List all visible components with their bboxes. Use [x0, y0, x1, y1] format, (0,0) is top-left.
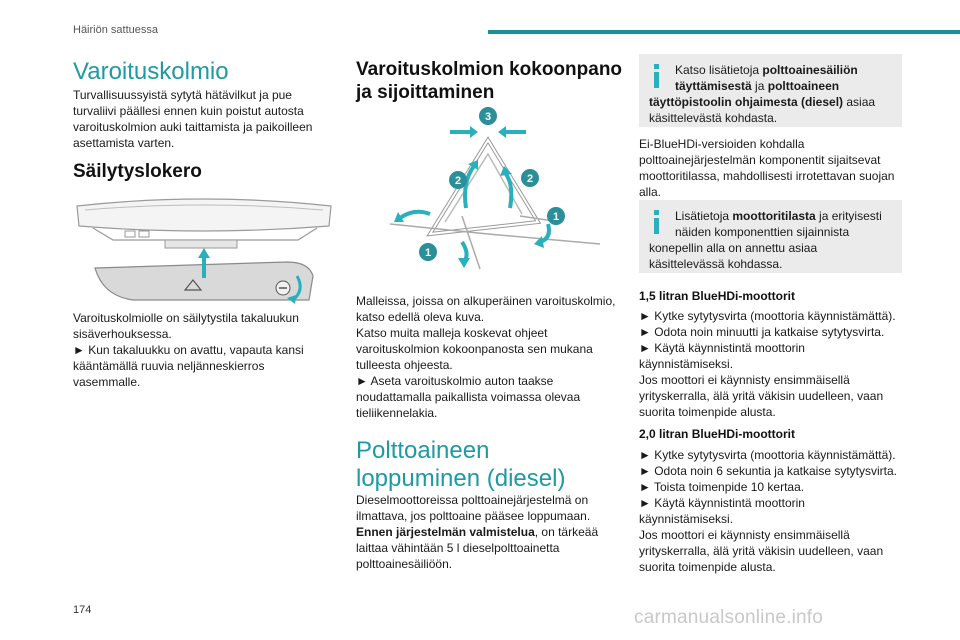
assembly-paragraph-1: Malleissa, joissa on alkuperäinen varoituskolmio, katso edellä oleva kuva. — [356, 294, 616, 324]
storage-title: Säilytyslokero — [73, 161, 202, 182]
assembly-paragraph-2: Katso muita malleja koskevat ohjeet varoituskolmion kokoonpanosta sen mukana tulleesta ohjeesta. — [356, 326, 593, 372]
diagram-badge-2-left — [449, 171, 467, 189]
diagram-badge-1-right — [547, 207, 565, 225]
fuel-paragraph-2-rest: , on tärkeää laittaa vähintään 5 l dieselpolttoainetta polttoainesäiliöön. — [356, 525, 599, 571]
diagram-badge-3 — [479, 107, 497, 125]
storage-illustration — [73, 196, 335, 304]
svg-text:1: 1 — [552, 211, 560, 223]
intro-paragraph: Turvallisuussyistä sytytä hätävilkut ja pue turvaliivi päällesi ennen kuin poistut autosta varoituskolmion auki taittamista ja paikoilleen asettamista varten. — [73, 88, 313, 150]
info-icon — [649, 208, 667, 234]
svg-text:2: 2 — [454, 175, 462, 187]
fuel-out-title: Polttoaineen loppuminen (diesel) — [356, 437, 566, 492]
assembly-title: Varoituskolmion kokoonpano ja sijoittaminen — [356, 59, 623, 103]
info-icon — [649, 62, 667, 88]
info1-text-a: Katso lisätietoja — [675, 63, 763, 77]
info2-text-a: Lisätietoja — [675, 209, 733, 223]
diagram-badge-2-right — [521, 169, 539, 187]
info2-text-c: ja erityisesti näiden komponenttien sijainnista konepellin alla on annettu asiaa käsittelevässä kohdassa. — [649, 209, 882, 271]
diagram-badge-1-left — [419, 243, 437, 261]
fuel-paragraph-1: Dieselmoottoreissa polttoainejärjestelmä on ilmattava, jos polttoaine pääsee loppumaan. — [356, 493, 591, 523]
fuel-paragraph-2 — [356, 524, 618, 572]
header-rule — [488, 30, 960, 34]
watermark: carmanualsonline.info — [634, 607, 824, 628]
assembly-paragraph-3: ► Aseta varoituskolmio auton taakse noudattamalla paikallista voimassa olevaa tieliikennelakia. — [356, 374, 581, 420]
engine-20-step-2: ► Odota noin 6 sekuntia ja katkaise sytytysvirta. — [639, 464, 897, 478]
fuel-emphasis: Ennen järjestelmän valmistelua — [356, 525, 535, 539]
storage-paragraph-1: Varoituskolmiolle on säilytystila takaluukun sisäverhouksessa. — [73, 311, 299, 341]
engine-20-step-3: ► Toista toimenpide 10 kertaa. — [639, 480, 805, 494]
non-bluehdi-paragraph: Ei-BlueHDi-versioiden kohdalla polttoainejärjestelmän komponentit sijaitsevat moottoritilassa, mahdollisesti irrotettavan suojan alla. — [639, 137, 895, 199]
engine-20-step-4: ► Käytä käynnistintä moottorin käynnistämiseksi. — [639, 496, 805, 526]
info1-text-c: ja — [751, 79, 768, 93]
info1-link-fuel-nozzle: polttoaineen täyttöpistoolin ohjaimesta (diesel) — [649, 79, 844, 109]
engine-20-title: 2,0 litran BlueHDi-moottorit — [639, 427, 796, 441]
storage-paragraph-2: ► Kun takaluukku on avattu, vapauta kansi kääntämällä ruuvia neljänneskierros vasemmalle. — [73, 343, 304, 389]
triangle-assembly-diagram — [370, 104, 610, 274]
svg-text:3: 3 — [484, 111, 492, 123]
engine-15-step-1: ► Kytke sytytysvirta (moottoria käynnistämättä). — [639, 309, 896, 323]
engine-15-title: 1,5 litran BlueHDi-moottorit — [639, 289, 796, 303]
engine-15-step-3: ► Käytä käynnistintä moottorin käynnistämiseksi. — [639, 341, 805, 371]
info2-link-engine-compartment: moottoritilasta — [732, 209, 816, 223]
engine-20-note: Jos moottori ei käynnisty ensimmäisellä yrityskerralla, älä yritä väkisin uudelleen, vaan suorita toimenpide alusta. — [639, 528, 884, 574]
svg-text:1: 1 — [424, 247, 432, 259]
engine-15-note: Jos moottori ei käynnisty ensimmäisellä yrityskerralla, älä yritä väkisin uudelleen, vaan suorita toimenpide alusta. — [639, 373, 884, 419]
engine-15-step-2: ► Odota noin minuutti ja katkaise sytytysvirta. — [639, 325, 885, 339]
svg-text:2: 2 — [526, 173, 534, 185]
page-number: 174 — [73, 604, 92, 616]
info1-text-e: asiaa käsittelevästä kohdasta. — [649, 95, 876, 125]
engine-20-step-1: ► Kytke sytytysvirta (moottoria käynnistämättä). — [639, 448, 896, 462]
info1-link-fuel-tank: polttoainesäiliön täyttämisestä — [675, 63, 858, 93]
info-box-fuel — [639, 54, 902, 127]
info-box-engine — [639, 200, 902, 273]
running-header: Häiriön sattuessa — [73, 24, 158, 36]
section-title-warning-triangle: Varoituskolmio — [73, 58, 229, 85]
